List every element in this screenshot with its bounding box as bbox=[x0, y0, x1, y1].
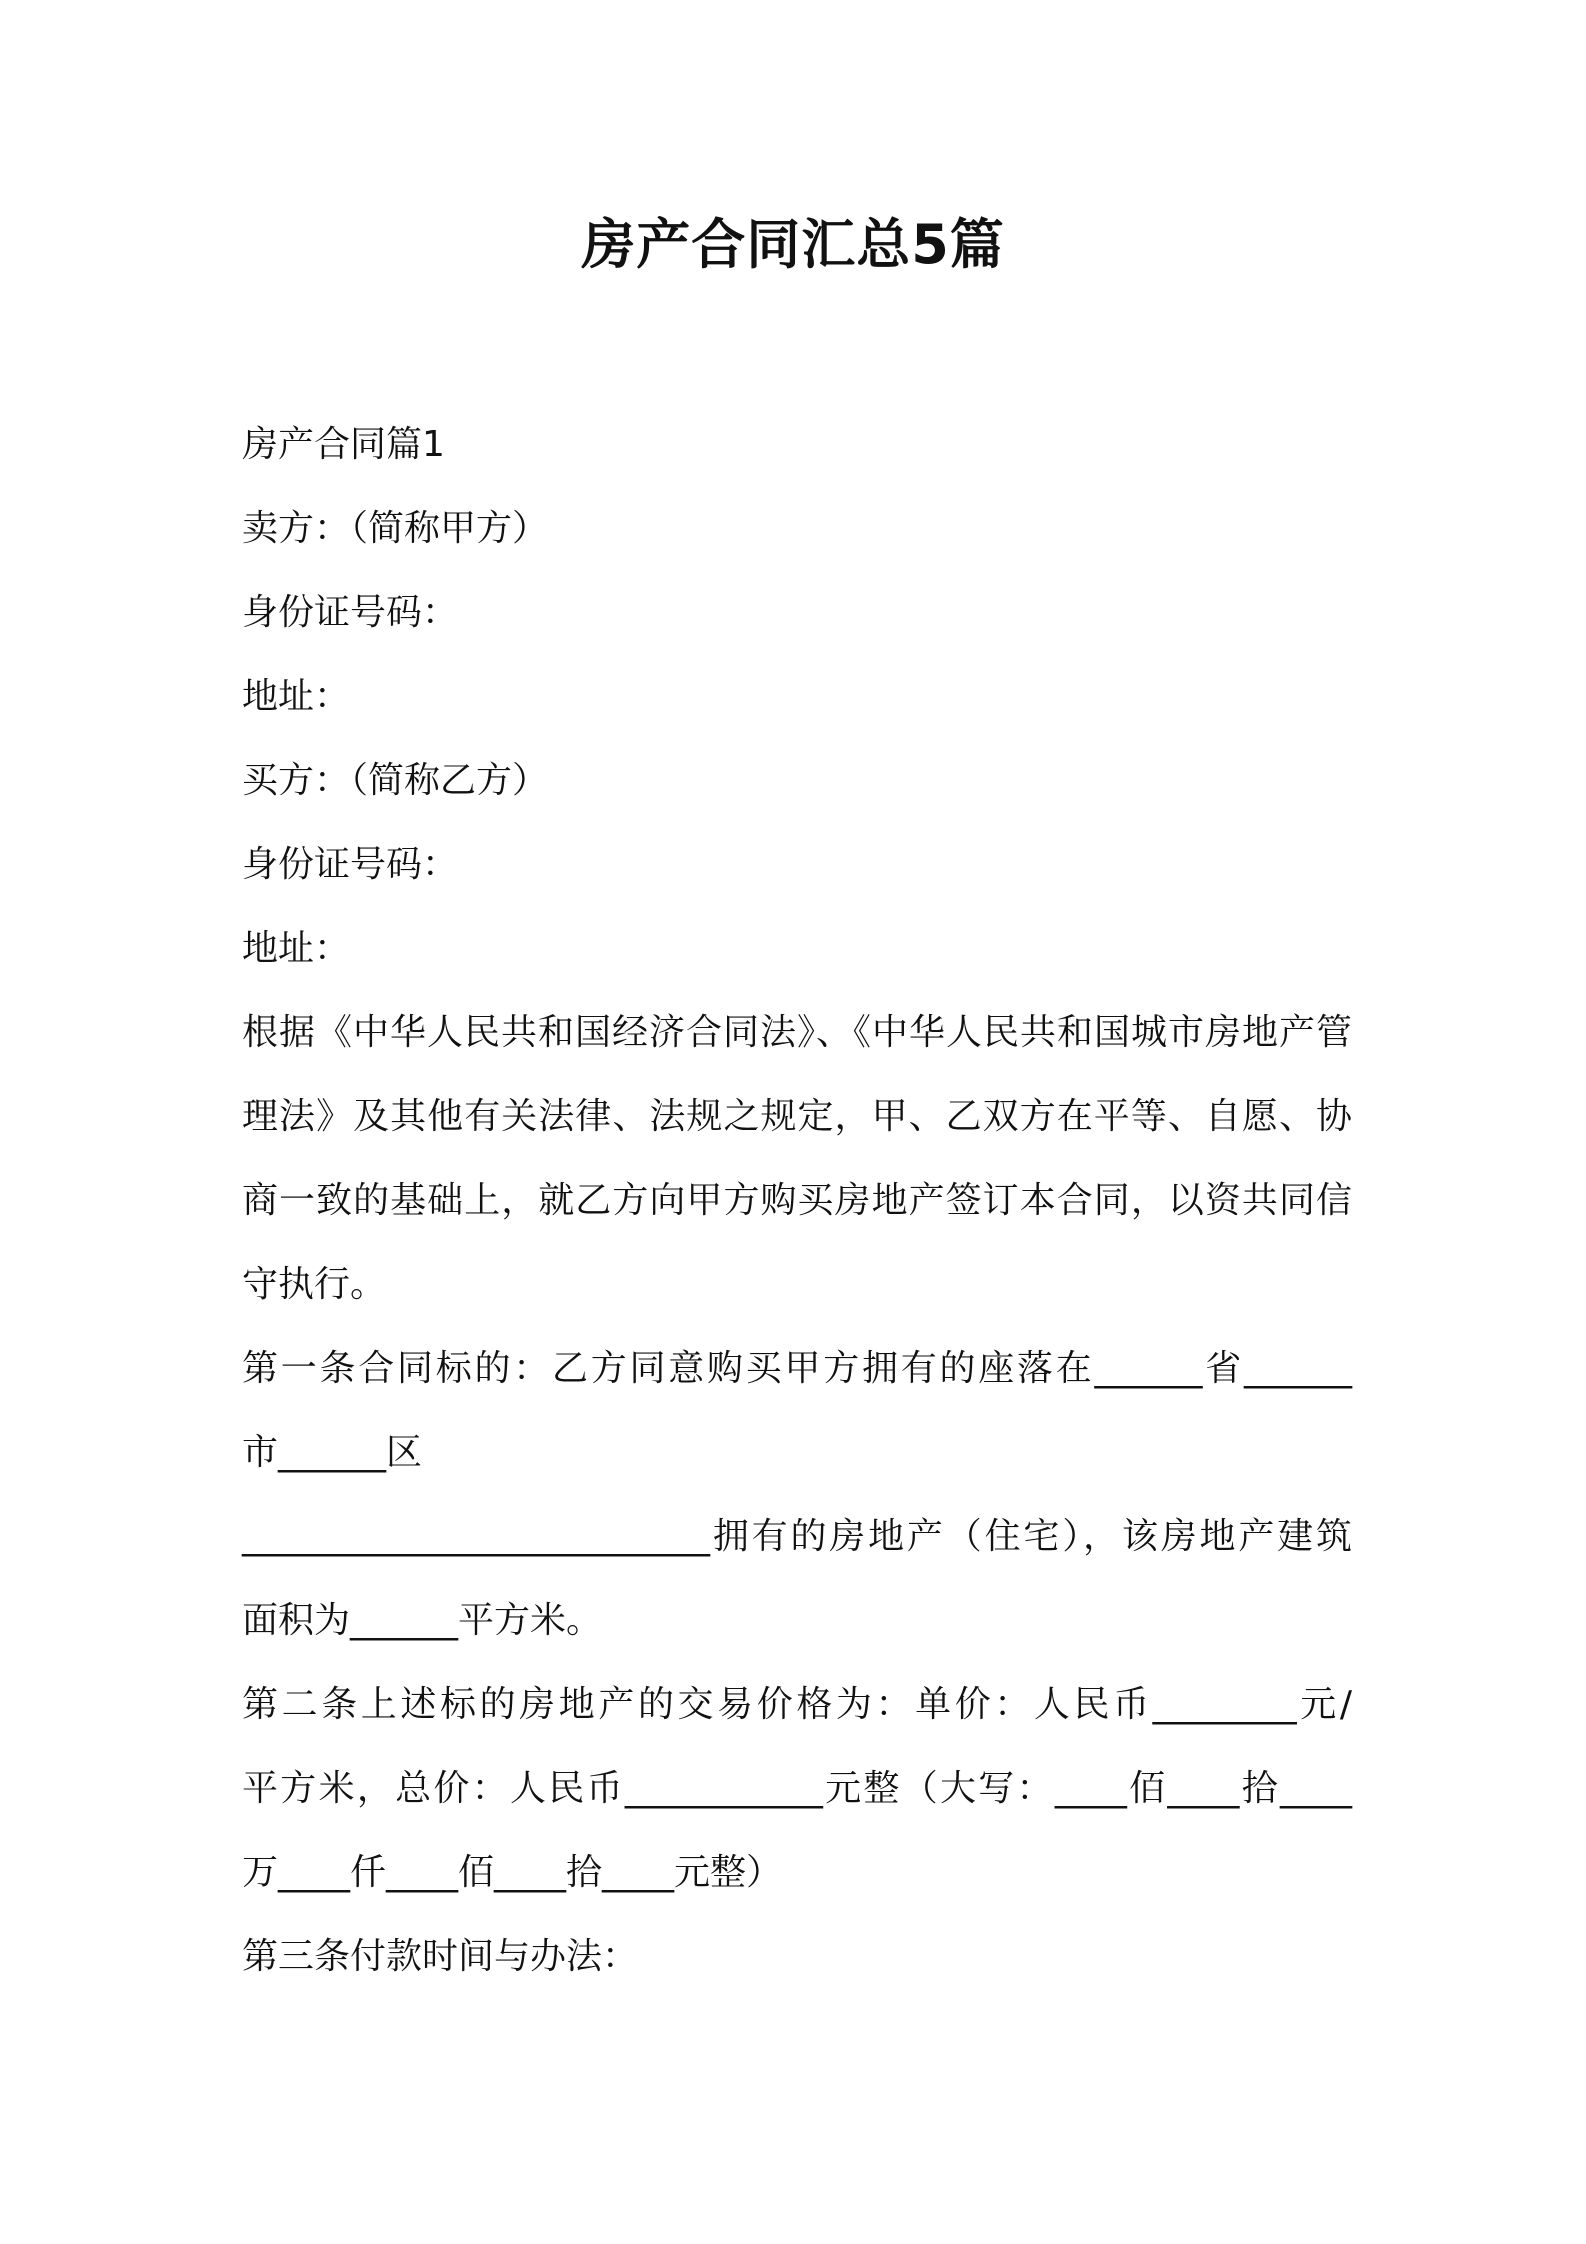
article1-line: 市______区 bbox=[242, 1432, 423, 1473]
article1-line: 第一条合同标的：乙方同意购买甲方拥有的座落在______省______ bbox=[242, 1348, 1352, 1389]
section-heading: 房产合同篇1 bbox=[242, 424, 445, 465]
document-body bbox=[242, 403, 1352, 1999]
buyer-address-label: 地址： bbox=[242, 928, 351, 969]
article1-line: 面积为______平方米。 bbox=[242, 1600, 603, 1641]
article2-line: 平方米，总价：人民币___________元整（大写：____佰____拾____ bbox=[242, 1768, 1352, 1809]
seller-id-label: 身份证号码： bbox=[242, 592, 459, 633]
article3-line: 第三条付款时间与办法： bbox=[242, 1936, 639, 1977]
document-title: 房产合同汇总5篇 bbox=[581, 213, 1005, 276]
buyer-id-label: 身份证号码： bbox=[242, 844, 459, 885]
article1-line: __________________________拥有的房地产（住宅），该房地产建筑 bbox=[242, 1516, 1352, 1557]
seller-label: 卖方：（简称甲方） bbox=[242, 508, 549, 549]
article2-line: 万____仟____佰____拾____元整） bbox=[242, 1852, 783, 1893]
buyer-label: 买方：（简称乙方） bbox=[242, 760, 549, 801]
preamble-line: 守执行。 bbox=[242, 1264, 387, 1305]
preamble-line: 商一致的基础上，就乙方向甲方购买房地产签订本合同，以资共同信 bbox=[242, 1180, 1352, 1221]
preamble-line: 理法》及其他有关法律、法规之规定，甲、乙双方在平等、自愿、协 bbox=[242, 1096, 1352, 1137]
article2-line: 第二条上述标的房地产的交易价格为：单价：人民币________元/ bbox=[242, 1684, 1352, 1725]
preamble-line: 根据《中华人民共和国经济合同法》、《中华人民共和国城市房地产管 bbox=[242, 1012, 1352, 1053]
seller-address-label: 地址： bbox=[242, 676, 351, 717]
